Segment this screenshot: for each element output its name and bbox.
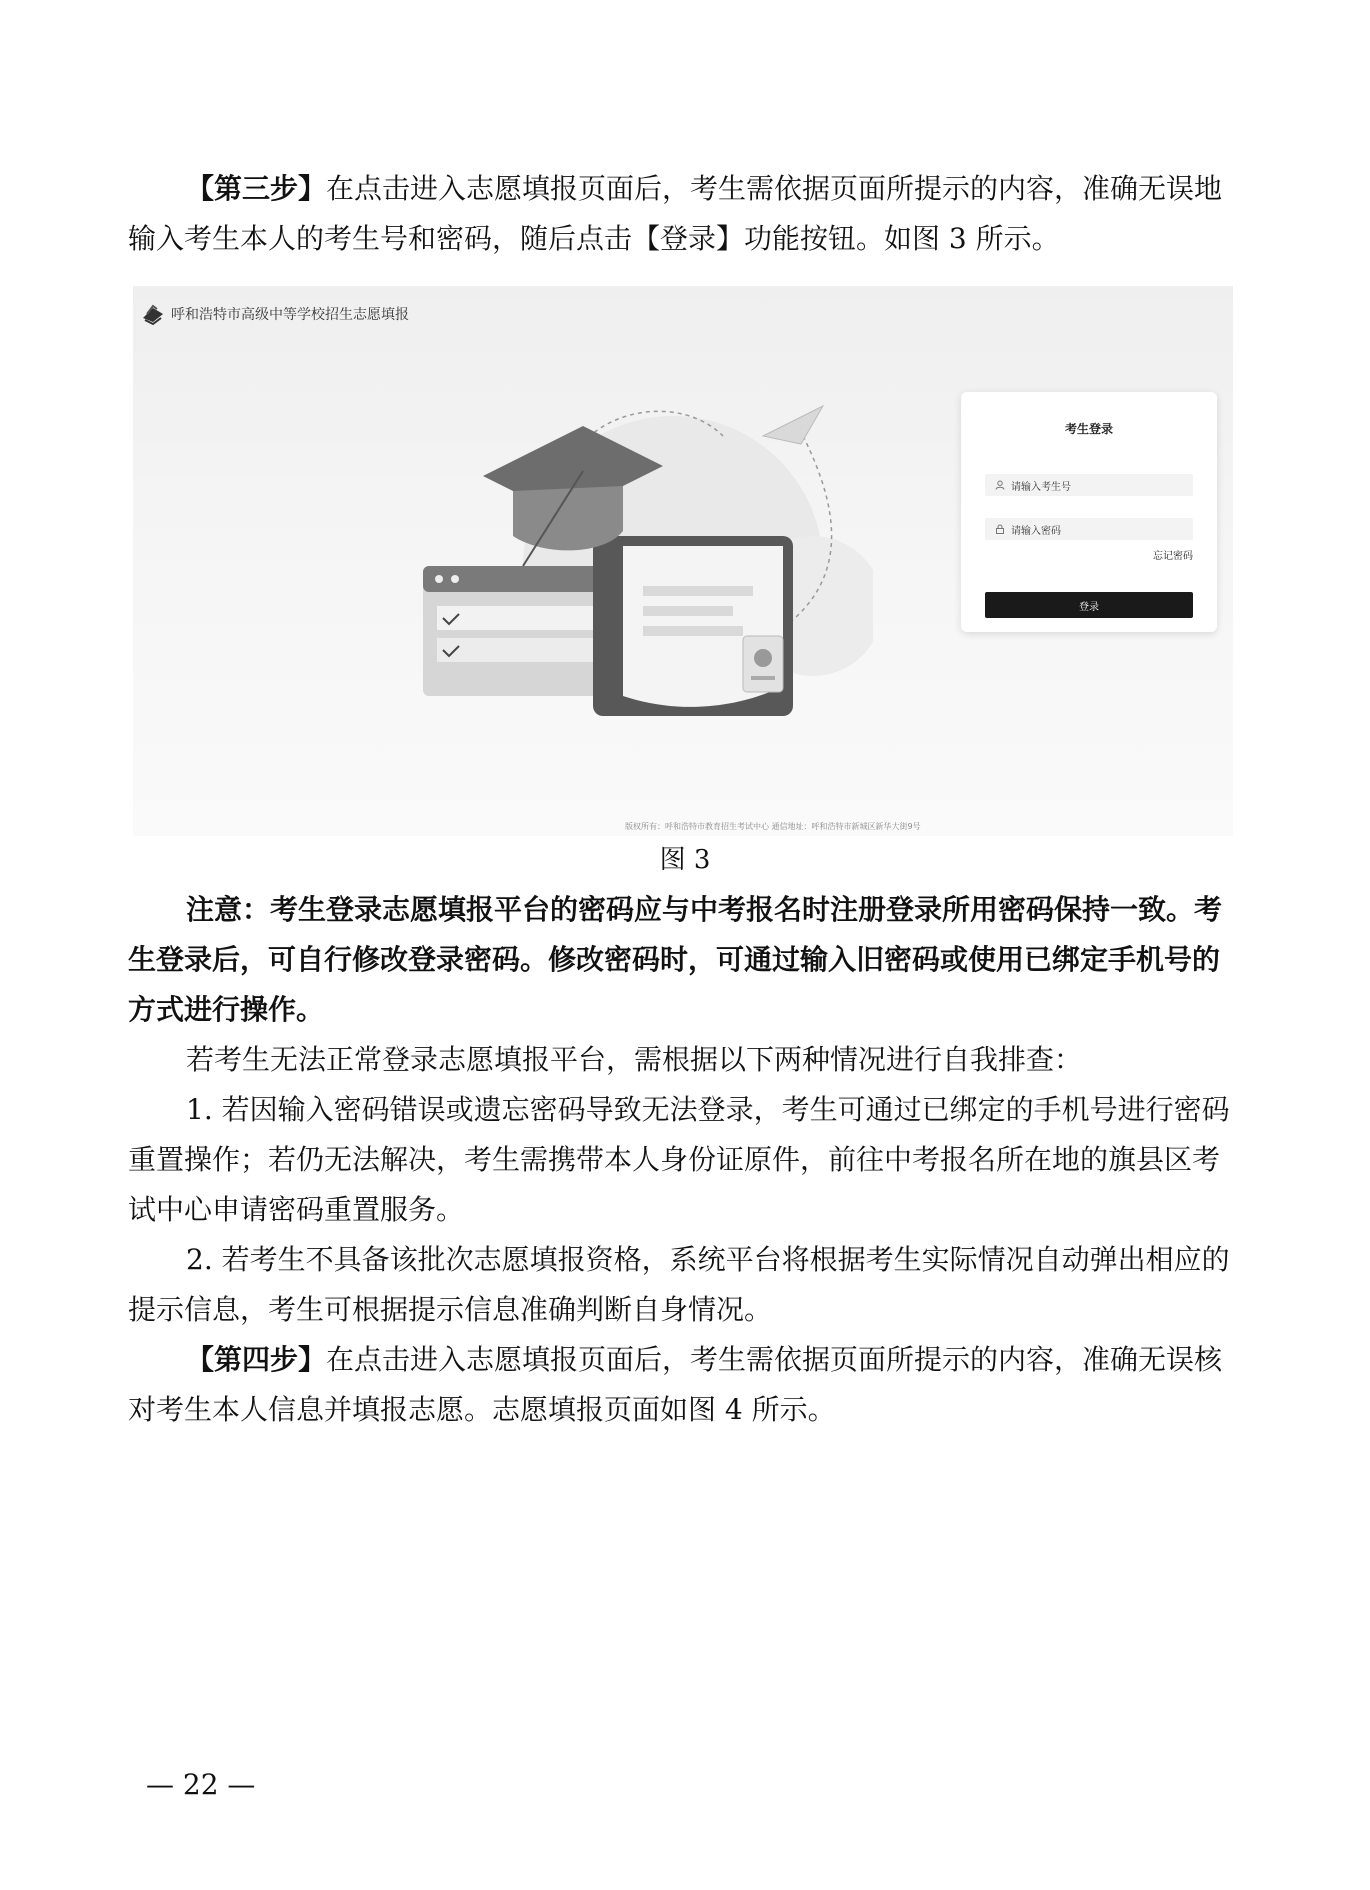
figure-footer: 版权所有：呼和浩特市教育招生考试中心 通信地址：呼和浩特市新城区新华大街9号 — [625, 822, 921, 831]
book-logo-icon — [141, 302, 165, 326]
figure-header-title: 呼和浩特市高级中等学校招生志愿填报 — [171, 307, 409, 323]
login-page-figure — [133, 286, 1233, 836]
step4-label: 【第四步】 — [186, 1343, 327, 1376]
login-title: 考生登录 — [1064, 422, 1113, 436]
note-paragraph: 注意：考生登录志愿填报平台的密码应与中考报名时注册登录所用密码保持一致。考生登录后，可自行修改登录密码。修改密码时，可通过输入旧密码或使用已绑定手机号的方式进行操作。 — [128, 893, 1223, 1026]
password-placeholder: 请输入密码 — [1011, 525, 1061, 537]
figure-header — [141, 302, 409, 326]
step3-label: 【第三步】 — [186, 172, 327, 205]
lock-icon — [995, 524, 1005, 534]
user-icon — [995, 480, 1005, 490]
troubleshoot-item-1: 1. 若因输入密码错误或遗忘密码导致无法登录，考生可通过已绑定的手机号进行密码重置操作；若仍无法解决，考生需携带本人身份证原件，前往中考报名所在地的旗县区考试中心申请密码重置服务。 — [128, 1093, 1230, 1226]
education-illustration — [423, 396, 873, 776]
step3-paragraph — [128, 164, 1244, 264]
login-button[interactable]: 登录 — [985, 592, 1193, 618]
paper-plane-icon — [763, 406, 823, 444]
troubleshoot-item-2: 2. 若考生不具备该批次志愿填报资格，系统平台将根据考生实际情况自动弹出相应的提示信息，考生可根据提示信息准确判断自身情况。 — [128, 1243, 1230, 1326]
login-card — [961, 392, 1217, 632]
step4-paragraph — [128, 1335, 1244, 1435]
troubleshoot-intro: 若考生无法正常登录志愿填报平台，需根据以下两种情况进行自我排查： — [186, 1043, 1083, 1076]
student-id-input[interactable] — [985, 474, 1193, 496]
page-number: — 22 — — [146, 1768, 256, 1801]
step3-text: 在点击进入志愿填报页面后，考生需依据页面所提示的内容，准确无误地输入考生本人的考生号和密码，随后点击【登录】功能按钮。如图 3 所示。 — [128, 172, 1223, 255]
password-input[interactable] — [985, 518, 1193, 540]
step4-text: 在点击进入志愿填报页面后，考生需依据页面所提示的内容，准确无误核对考生本人信息并填报志愿。志愿填报页面如图 4 所示。 — [128, 1343, 1223, 1426]
figure-caption: 图 3 — [659, 845, 711, 875]
forgot-password-link[interactable]: 忘记密码 — [1153, 551, 1193, 562]
student-id-placeholder: 请输入考生号 — [1011, 481, 1071, 493]
